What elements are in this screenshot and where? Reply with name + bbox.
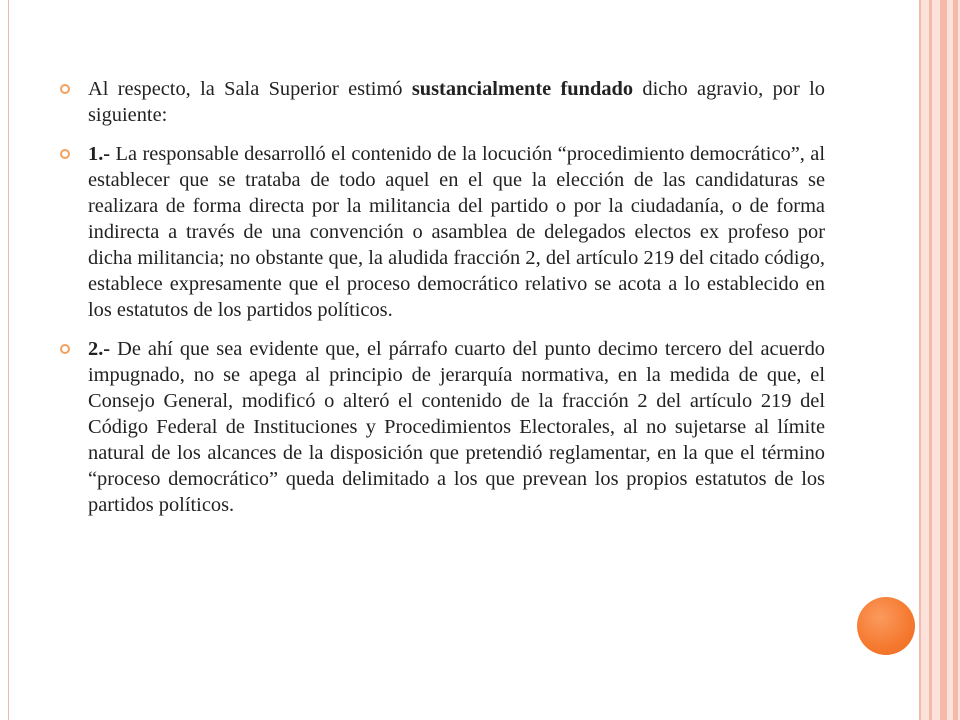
point-2-number: 2.-: [88, 338, 111, 360]
intro-lead: Al respecto, la Sala Superior estimó: [88, 78, 412, 100]
point-2-text: De ahí que sea evidente que, el párrafo cuarto del punto decimo tercero del acuerdo impugnado, no se apega al principio de jerarquía normativa, en la medida de que, el Consejo General, modificó o alteró el contenido de la fracción 2 del artículo 219 del Código Federal de Instituciones y Procedimientos Electorales, al no sujetarse al límite natural de los alcances de la disposición que pretendió reglamentar, en la que el término “proceso democrático” queda delimitado a los que prevean los propios estatutos de los partidos políticos.: [88, 338, 825, 516]
point-1-number: 1.-: [88, 143, 111, 165]
bullet-point-2: [60, 336, 825, 518]
left-border-line: [8, 0, 9, 720]
bullet-ring-icon: [60, 344, 70, 354]
band-stripe: [940, 0, 947, 720]
bullet-intro: [60, 76, 825, 128]
bullet-point-1: [60, 141, 825, 323]
bullet-ring-icon: [60, 84, 70, 94]
slide-body: [60, 76, 825, 531]
band-stripe: [919, 0, 921, 720]
intro-rest: dicho agravio, por lo siguiente:: [88, 78, 825, 126]
band-stripe: [929, 0, 932, 720]
intro-bold: sustancialmente fundado: [411, 78, 634, 100]
point-1-text: La responsable desarrolló el contenido de la locución “procedimiento democrático”, al establecer que se trataba de todo aquel en el que la elección de las candidaturas se realizara de forma directa por la militancia del partido o por la ciudadanía, o de forma indirecta a través de una convención o asamblea de delegados electos ex profeso por dicha militancia; no obstante que, la aludida fracción 2, del artículo 219 del citado código, establece expresamente que el proceso democrático relativo se acota a lo establecido en los estatutos de los partidos políticos.: [88, 143, 825, 321]
bullet-ring-icon: [60, 149, 70, 159]
decorative-circle: [857, 597, 915, 655]
band-stripe: [953, 0, 958, 720]
